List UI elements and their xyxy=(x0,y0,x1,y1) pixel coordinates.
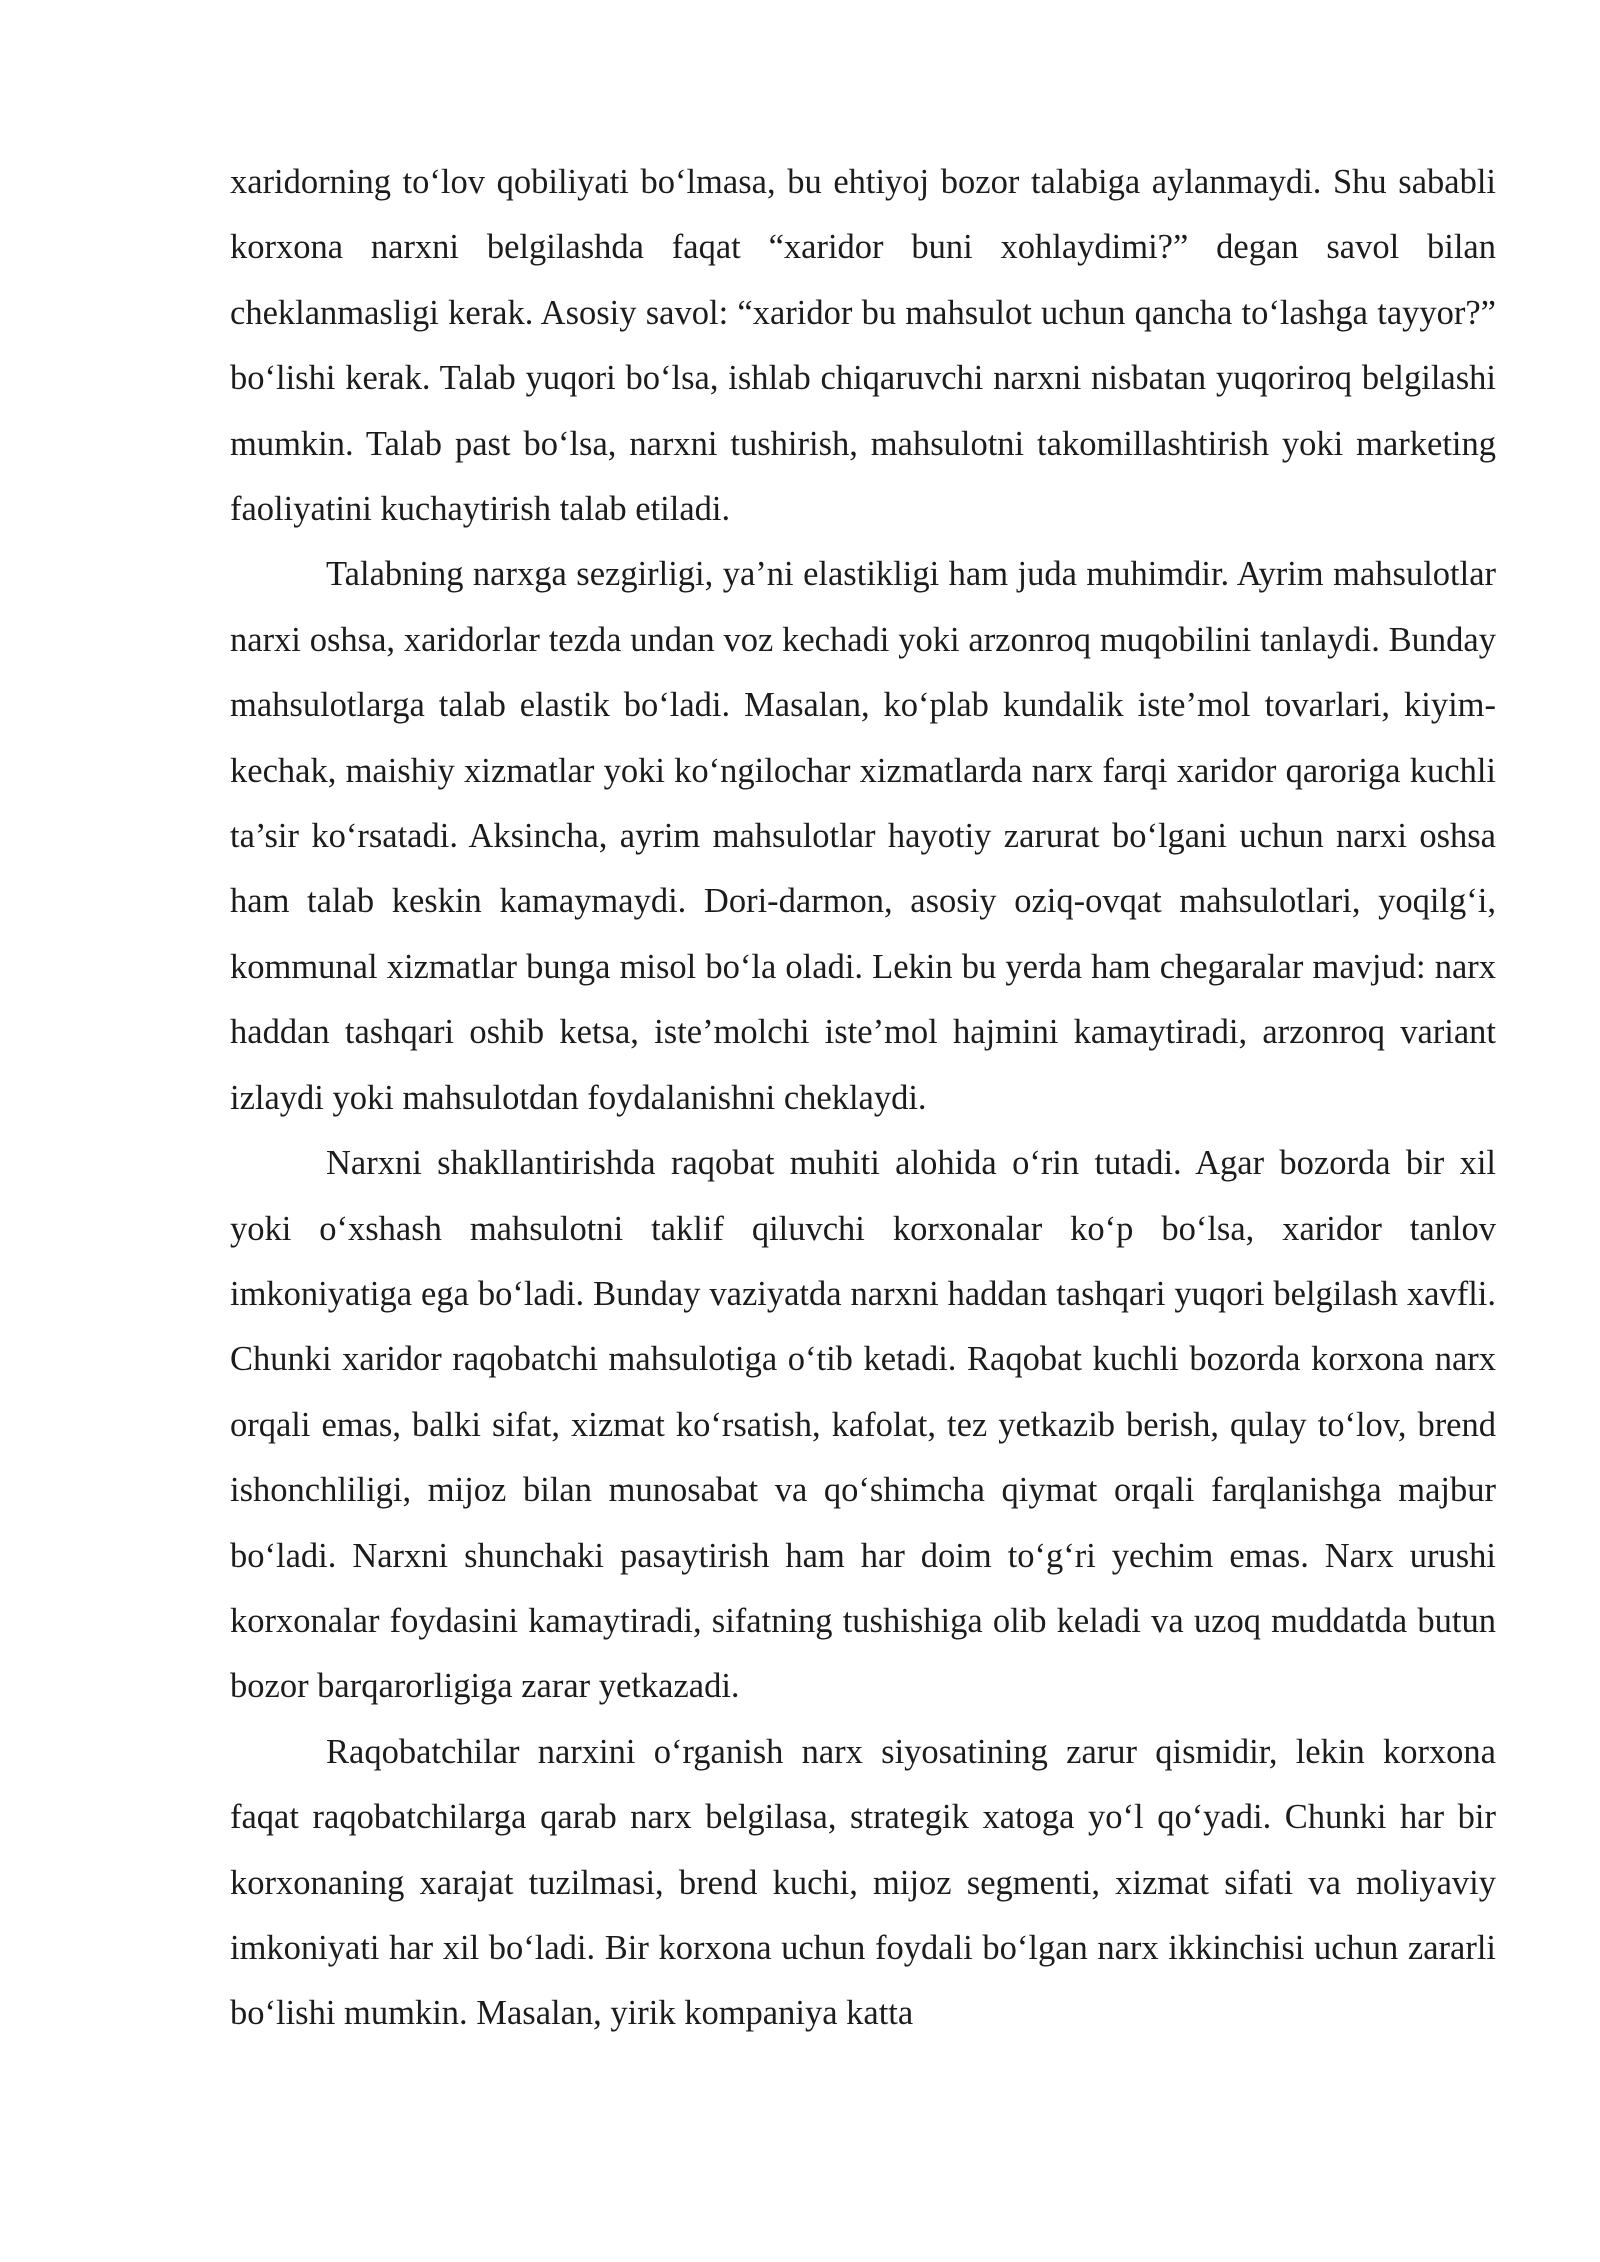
paragraph-continuation: xaridorning to‘lov qobiliyati bo‘lmasa, bu ehtiyoj bozor talabiga aylanmaydi. Shu sababli korxona narxni belgilashda faqat “xaridor buni xohlaydimi?” degan savol bilan cheklanmasligi kerak. Asosiy savol: “xaridor bu mahsulot uchun qancha to‘lashga tayyor?” bo‘lishi kerak. Talab yuqori bo‘lsa, ishlab chiqaruvchi narxni nisbatan yuqoriroq belgilashi mumkin. Talab past bo‘lsa, narxni tushirish, mahsulotni takomillashtirish yoki marketing faoliyatini kuchaytirish talab etiladi. xyxy=(230,163,1496,529)
paragraph-demand-elasticity: Talabning narxga sezgirligi, ya’ni elastikligi ham juda muhimdir. Ayrim mahsulotlar narxi oshsa, xaridorlar tezda undan voz kechadi yoki arzonroq muqobilini tanlaydi. Bunday mahsulotlarga talab elastik bo‘ladi. Masalan, ko‘plab kundalik iste’mol tovarlari, kiyim-kechak, maishiy xizmatlar yoki ko‘ngilochar xizmatlarda narx farqi xaridor qaroriga kuchli ta’sir ko‘rsatadi. Aksincha, ayrim mahsulotlar hayotiy zarurat bo‘lgani uchun narxi oshsa ham talab keskin kamaymaydi. Dori-darmon, asosiy oziq-ovqat mahsulotlari, yoqilg‘i, kommunal xizmatlar bunga misol bo‘la oladi. Lekin bu yerda ham chegaralar mavjud: narx haddan tashqari oshib ketsa, iste’molchi iste’mol hajmini kamaytiradi, arzonroq variant izlaydi yoki mahsulotdan foydalanishni cheklaydi. xyxy=(230,555,1496,1117)
body-text xyxy=(230,150,1496,2047)
paragraph-competitor-prices: Raqobatchilar narxini o‘rganish narx siyosatining zarur qismidir, lekin korxona faqat raqobatchilarga qarab narx belgilasa, strategik xatoga yo‘l qo‘yadi. Chunki har bir korxonaning xarajat tuzilmasi, brend kuchi, mijoz segmenti, xizmat sifati va moliyaviy imkoniyati har xil bo‘ladi. Bir korxona uchun foydali bo‘lgan narx ikkinchisi uchun zararli bo‘lishi mumkin. Masalan, yirik kompaniya katta xyxy=(230,1732,1496,2033)
paragraph-competition: Narxni shakllantirishda raqobat muhiti alohida o‘rin tutadi. Agar bozorda bir xil yoki o‘xshash mahsulotni taklif qiluvchi korxonalar ko‘p bo‘lsa, xaridor tanlov imkoniyatiga ega bo‘ladi. Bunday vaziyatda narxni haddan tashqari yuqori belgilash xavfli. Chunki xaridor raqobatchi mahsulotiga o‘tib ketadi. Raqobat kuchli bozorda korxona narx orqali emas, balki sifat, xizmat ko‘rsatish, kafolat, tez yetkazib berish, qulay to‘lov, brend ishonchliligi, mijoz bilan munosabat va qo‘shimcha qiymat orqali farqlanishga majbur bo‘ladi. Narxni shunchaki pasaytirish ham har doim to‘g‘ri yechim emas. Narx urushi korxonalar foydasini kamaytiradi, sifatning tushishiga olib keladi va uzoq muddatda butun bozor barqarorligiga zarar yetkazadi. xyxy=(230,1144,1496,1706)
